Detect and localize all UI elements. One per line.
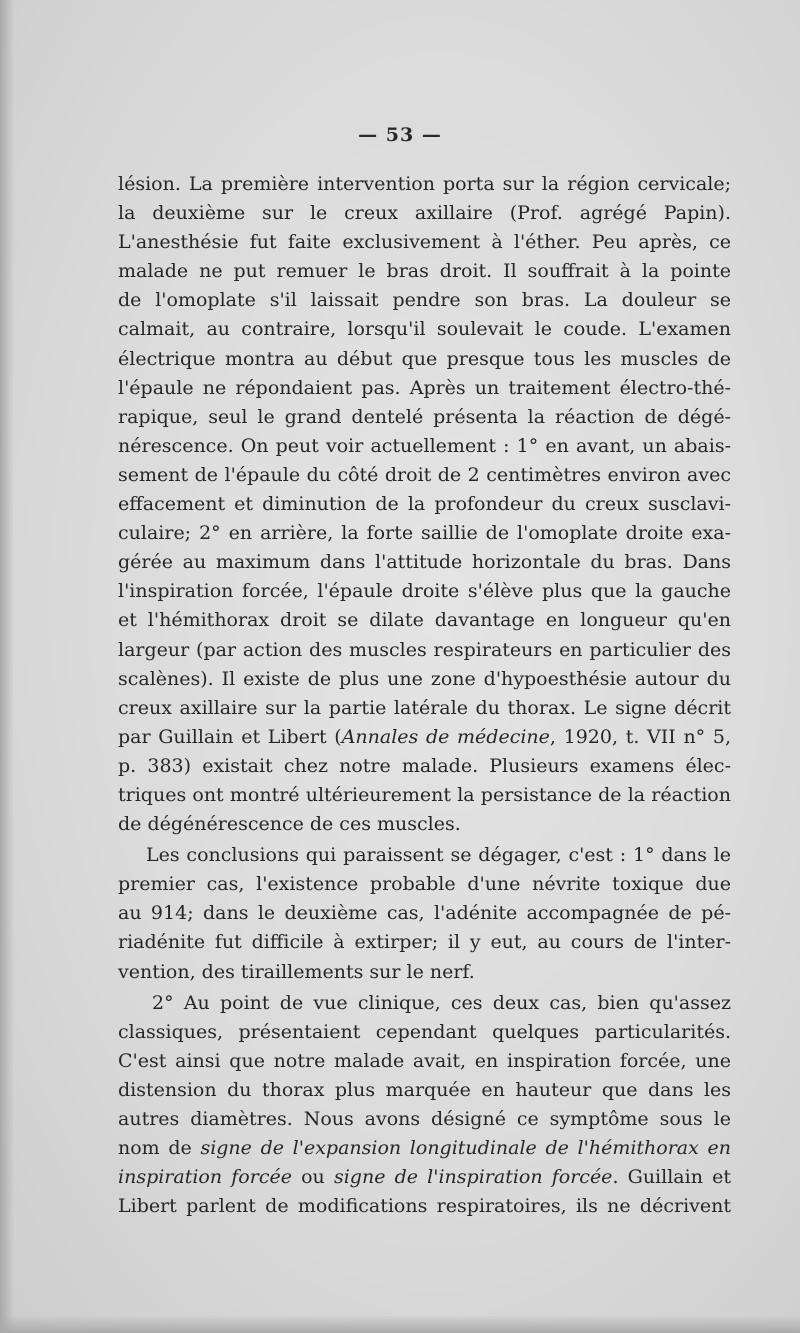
text-line: scalènes). Il existe de plus une zone d'hypoesthésie autour du [118, 667, 731, 690]
journal-title: Annales de médecine [341, 725, 550, 748]
text-line: la deuxième sur le creux axillaire (Prof. agrégé Papin). [118, 202, 731, 225]
text-line: largeur (par action des muscles respirateurs en particulier des [118, 638, 731, 661]
text-line: malade ne put remuer le bras droit. Il souffrait à la pointe [118, 260, 731, 283]
text-line: C'est ainsi que notre malade avait, en inspiration forcée, une [118, 1049, 731, 1072]
text-line-with-citation [118, 723, 731, 752]
text-line: distension du thorax plus marquée en hauteur que dans les [118, 1078, 731, 1101]
text-line: nérescence. On peut voir actuellement : 1° en avant, un abais- [118, 434, 731, 457]
italic-term: signe de l'inspiration forcée [333, 1166, 613, 1189]
text-line: creux axillaire sur la partie latérale du thorax. Le signe décrit [118, 696, 731, 719]
text-line: de l'omoplate s'il laissait pendre son bras. La douleur se [118, 289, 731, 312]
text-line: L'anesthésie fut faite exclusivement à l'éther. Peu après, ce [118, 231, 731, 254]
text-line: calmait, au contraire, lorsqu'il soulevait le coude. L'examen [118, 318, 731, 341]
text-line: lésion. La première intervention porta sur la région cervicale; [118, 173, 731, 195]
text-line: vention, des tiraillements sur le nerf. [118, 960, 475, 983]
text-line: effacement et diminution de la profondeur du creux susclavi- [118, 493, 731, 516]
text-line: et l'hémithorax droit se dilate davantage en longueur qu'en [118, 609, 731, 632]
text-line: 2° Au point de vue clinique, ces deux cas, bien qu'assez [152, 991, 731, 1014]
paragraph-3 [118, 989, 731, 1222]
text-segment: . Guillain et [612, 1166, 731, 1189]
text-line: triques ont montré ultérieurement la persistance de la réaction [118, 783, 731, 806]
page-number: — 53 — [358, 124, 442, 146]
text-line: gérée au maximum dans l'attitude horizontale du bras. Dans [118, 551, 731, 574]
italic-term: signe de l'expansion longitudinale de l'hémithorax en [200, 1137, 731, 1160]
text-segment: par Guillain et Libert ( [118, 725, 342, 748]
text-line: premier cas, l'existence probable d'une névrite toxique due [118, 873, 731, 896]
text-line: de dégénérescence de ces muscles. [118, 813, 461, 836]
text-line: l'inspiration forcée, l'épaule droite s'élève plus que la gauche [118, 580, 731, 603]
page-bottom-shadow [0, 1315, 800, 1333]
text-line: Les conclusions qui paraissent se dégager, c'est : 1° dans le [146, 844, 731, 867]
text-line: l'épaule ne répondaient pas. Après un traitement électro-thé- [118, 376, 731, 399]
text-line: au 914; dans le deuxième cas, l'adénite accompagnée de pé- [118, 902, 731, 925]
text-line: Libert parlent de modifications respiratoires, ils ne décrivent [118, 1195, 731, 1218]
text-line: p. 383) existait chez notre malade. Plusieurs examens élec- [118, 754, 731, 777]
paragraph-1 [118, 170, 731, 839]
text-line: autres diamètres. Nous avons désigné ce symptôme sous le [118, 1108, 731, 1130]
text-line: classiques, présentaient cependant quelques particularités. [118, 1020, 731, 1043]
text-line: rapique, seul le grand dentelé présenta la réaction de dégé- [118, 405, 731, 428]
text-line-with-italics [118, 1134, 731, 1163]
text-segment: , 1920, t. VII n° 5, [549, 725, 731, 748]
page-left-shadow [0, 0, 14, 1333]
text-line: sement de l'épaule du côté droit de 2 centimètres environ avec [118, 463, 731, 486]
text-segment: ou [291, 1166, 334, 1189]
text-line: électrique montra au début que presque tous les muscles de [118, 347, 731, 370]
text-body [118, 170, 731, 1221]
italic-term: inspiration forcée [118, 1166, 292, 1189]
paragraph-2 [118, 841, 731, 986]
text-segment: nom de [118, 1137, 201, 1160]
text-line: riadénite fut difficile à extirper; il y eut, au cours de l'inter- [118, 931, 731, 954]
text-line: culaire; 2° en arrière, la forte saillie de l'omoplate droite exa- [118, 522, 731, 545]
text-line-with-italics [118, 1163, 731, 1192]
